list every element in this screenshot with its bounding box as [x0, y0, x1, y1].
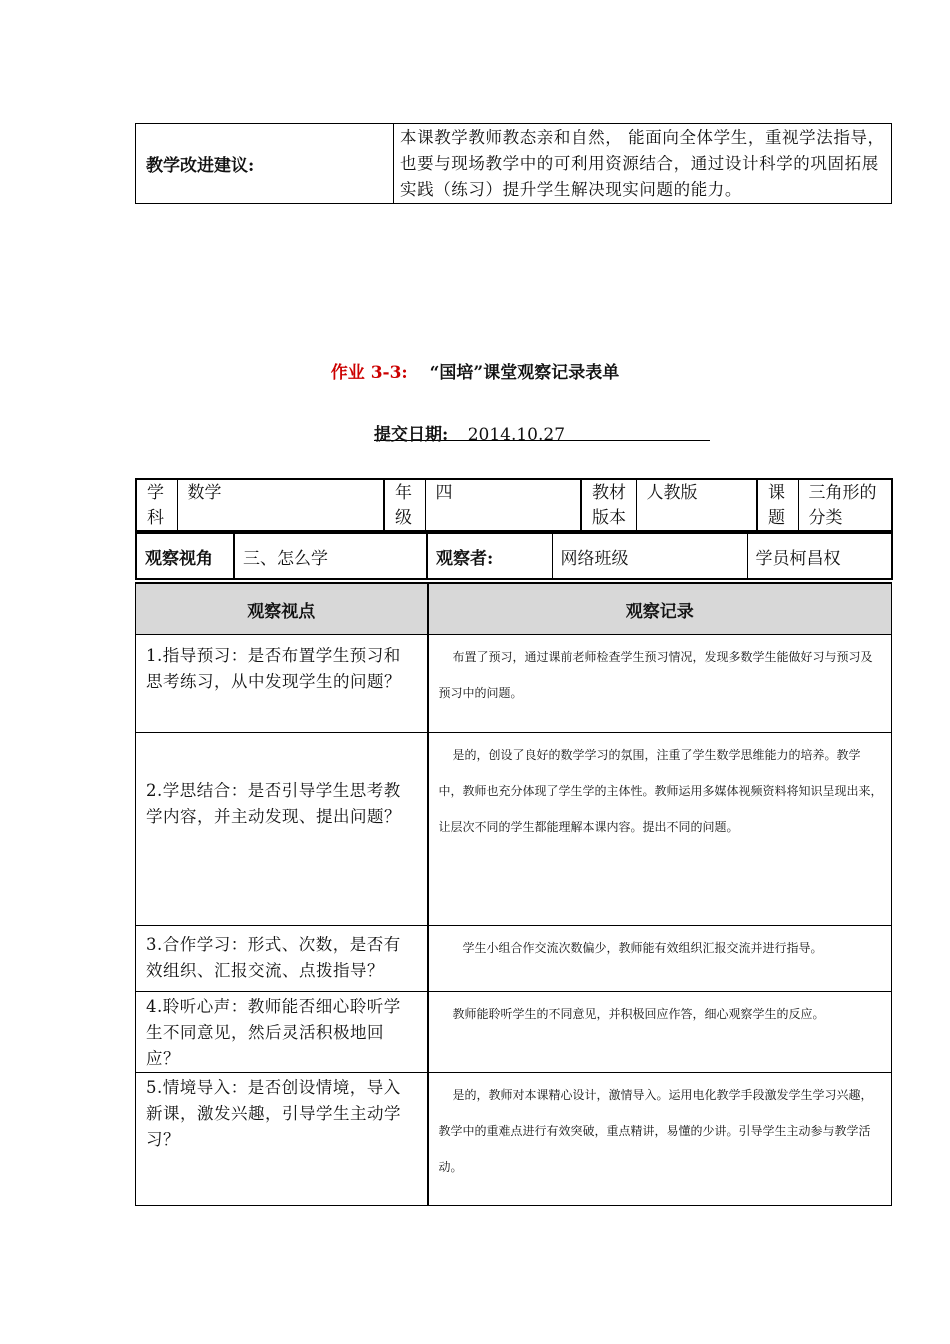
observation-record: 是的，创设了良好的数学学习的氛围，注重了学生数学思维能力的培养。教学中，教师也充分体现了学生学的主体性。教师运用多媒体视频资料将知识呈现出来，让层次不同的学生都能理解本课内容。提出不同的问题。 — [428, 733, 892, 926]
observation-record: 学生小组合作交流次数偏少，教师能有效组织汇报交流并进行指导。 — [428, 926, 892, 992]
textbook-value: 人教版 — [636, 479, 757, 533]
observer-info-table — [135, 530, 893, 580]
observation-record: 教师能聆听学生的不同意见，并积极回应作答，细心观察学生的反应。 — [428, 992, 892, 1073]
table-row — [136, 992, 892, 1073]
observation-point: 3.合作学习：形式、次数，是否有效组织、汇报交流、点拨指导？ — [136, 926, 428, 992]
header-point: 观察视点 — [136, 583, 428, 635]
date-label: 提交日期: — [374, 425, 449, 445]
grade-label: 年级 — [384, 479, 425, 533]
date-value: 2014.10.27 — [467, 425, 566, 445]
suggestion-label: 教学改进建议: — [136, 124, 394, 204]
subject-value: 数学 — [177, 479, 384, 533]
observer-name: 学员柯昌权 — [747, 531, 892, 579]
subject-label: 学科 — [136, 479, 177, 533]
observation-point: 2.学思结合：是否引导学生思考教学内容，并主动发现、提出问题？ — [136, 733, 428, 926]
submit-date — [374, 420, 710, 445]
observation-record: 布置了预习，通过课前老师检查学生预习情况，发现多数学生能做好习与预习及预习中的问题。 — [428, 635, 892, 733]
observation-record: 是的，教师对本课精心设计，激情导入。运用电化教学手段激发学生学习兴趣，教学中的重难点进行有效突破，重点精讲，易懂的少讲。引导学生主动参与教学活动。 — [428, 1073, 892, 1206]
observer-class: 网络班级 — [552, 531, 747, 579]
textbook-label: 教材版本 — [581, 479, 636, 533]
suggestion-text: 本课教学教师教态亲和自然， 能面向全体学生，重视学法指导，也要与现场教学中的可利用资源结合，通过设计科学的巩固拓展实践（练习）提升学生解决现实问题的能力。 — [394, 124, 892, 204]
observation-point: 5.情境导入：是否创设情境，导入新课，激发兴趣，引导学生主动学习？ — [136, 1073, 428, 1206]
header-record: 观察记录 — [428, 583, 892, 635]
angle-label: 观察视角 — [136, 531, 234, 579]
title-prefix: 作业 3-3: — [330, 363, 408, 383]
lesson-value: 三角形的分类 — [798, 479, 892, 533]
angle-value: 三、怎么学 — [234, 531, 427, 579]
grade-value: 四 — [425, 479, 581, 533]
page-title — [0, 358, 950, 383]
suggestion-table — [135, 123, 892, 204]
observation-table — [135, 582, 892, 1206]
table-row — [136, 733, 892, 926]
table-row — [136, 1073, 892, 1206]
observation-point: 4.聆听心声：教师能否细心聆听学生不同意见，然后灵活积极地回应？ — [136, 992, 428, 1073]
table-row — [136, 926, 892, 992]
lesson-label: 课题 — [757, 479, 798, 533]
table-header — [136, 583, 892, 635]
title-text: “国培”课堂观察记录表单 — [429, 363, 620, 383]
lesson-info-table — [135, 478, 893, 534]
observer-label: 观察者: — [427, 531, 552, 579]
table-row — [136, 635, 892, 733]
observation-point: 1.指导预习：是否布置学生预习和思考练习，从中发现学生的问题？ — [136, 635, 428, 733]
